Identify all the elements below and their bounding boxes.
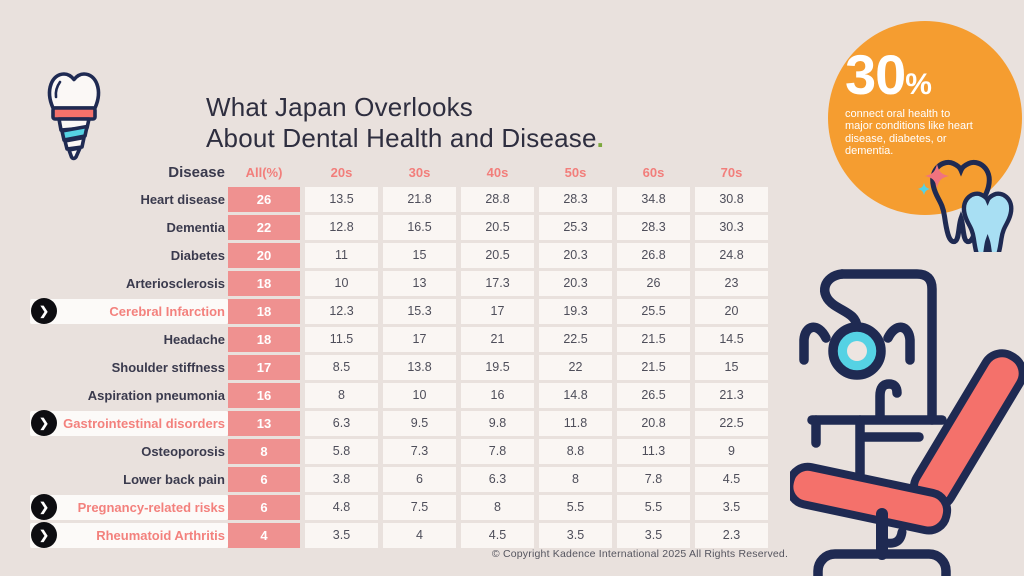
- age-group-value: 6.3: [305, 411, 378, 436]
- age-group-value: 10: [383, 383, 456, 408]
- disease-label: Rheumatoid Arthritis: [96, 528, 225, 543]
- age-group-value: 5.5: [617, 495, 690, 520]
- percent-sign: %: [905, 68, 932, 101]
- page-title: [206, 92, 604, 153]
- age-group-value: 22.5: [539, 327, 612, 352]
- table-row: [30, 243, 775, 268]
- age-group-value: 20.8: [617, 411, 690, 436]
- age-group-value: 7.5: [383, 495, 456, 520]
- disease-label: Shoulder stiffness: [111, 360, 225, 375]
- disease-label-cell: [30, 467, 228, 492]
- teeth-sparkle-illustration: [905, 152, 1020, 252]
- header-70s: 70s: [720, 165, 743, 180]
- dental-chair-icon: [790, 252, 1024, 576]
- age-group-value: 3.5: [305, 523, 378, 548]
- chevron-right-icon: ❯: [31, 522, 57, 548]
- age-group-value: 21.8: [383, 187, 456, 212]
- age-group-value: 12.3: [305, 299, 378, 324]
- age-group-value: 28.3: [617, 215, 690, 240]
- header-40s: 40s: [486, 165, 509, 180]
- age-group-value: 8: [539, 467, 612, 492]
- age-group-value: 8.8: [539, 439, 612, 464]
- disease-label: Diabetes: [170, 248, 225, 263]
- age-group-value: 4: [383, 523, 456, 548]
- disease-label-cell: [30, 299, 228, 324]
- age-group-value: 22: [539, 355, 612, 380]
- table-row: [30, 355, 775, 380]
- age-group-value: 13: [383, 271, 456, 296]
- age-group-value: 19.5: [461, 355, 534, 380]
- age-group-value: 20.3: [539, 271, 612, 296]
- age-group-value: 7.3: [383, 439, 456, 464]
- age-group-value: 3.5: [539, 523, 612, 548]
- header-30s: 30s: [408, 165, 431, 180]
- table-row: [30, 215, 775, 240]
- disease-label: Arteriosclerosis: [126, 276, 225, 291]
- disease-label: Headache: [163, 332, 225, 347]
- age-group-value: 23: [695, 271, 768, 296]
- table-header-row: [30, 162, 775, 184]
- all-percent-value: 13: [228, 411, 300, 436]
- age-group-value: 17: [383, 327, 456, 352]
- age-group-value: 4.5: [461, 523, 534, 548]
- header-20s: 20s: [330, 165, 353, 180]
- age-group-value: 25.3: [539, 215, 612, 240]
- table-row: [30, 327, 775, 352]
- age-group-value: 21.5: [617, 327, 690, 352]
- age-group-value: 17.3: [461, 271, 534, 296]
- age-group-value: 21.5: [617, 355, 690, 380]
- disease-label: Osteoporosis: [141, 444, 225, 459]
- table-row: [30, 439, 775, 464]
- table-row: [30, 299, 775, 324]
- all-percent-value: 18: [228, 299, 300, 324]
- age-group-value: 5.5: [539, 495, 612, 520]
- age-group-value: 3.5: [617, 523, 690, 548]
- disease-label-cell: [30, 523, 228, 548]
- header-60s: 60s: [642, 165, 665, 180]
- title-period: .: [596, 122, 605, 153]
- age-group-value: 10: [305, 271, 378, 296]
- all-percent-value: 16: [228, 383, 300, 408]
- age-group-value: 20.5: [461, 215, 534, 240]
- all-percent-value: 20: [228, 243, 300, 268]
- all-percent-value: 6: [228, 495, 300, 520]
- table-row: [30, 411, 775, 436]
- disease-label-cell: [30, 187, 228, 212]
- data-table: [30, 162, 775, 551]
- stat-number: 30: [845, 43, 906, 106]
- age-group-value: 24.8: [695, 243, 768, 268]
- age-group-value: 4.8: [305, 495, 378, 520]
- age-group-value: 20.5: [461, 243, 534, 268]
- disease-label-cell: [30, 411, 228, 436]
- age-group-value: 15: [695, 355, 768, 380]
- age-group-value: 30.3: [695, 215, 768, 240]
- disease-label: Pregnancy-related risks: [77, 500, 225, 515]
- age-group-value: 25.5: [617, 299, 690, 324]
- age-group-value: 26: [617, 271, 690, 296]
- age-group-value: 20.3: [539, 243, 612, 268]
- age-group-value: 14.5: [695, 327, 768, 352]
- all-percent-value: 18: [228, 327, 300, 352]
- age-group-value: 11.3: [617, 439, 690, 464]
- age-group-value: 7.8: [461, 439, 534, 464]
- age-group-value: 11.8: [539, 411, 612, 436]
- age-group-value: 3.8: [305, 467, 378, 492]
- age-group-value: 19.3: [539, 299, 612, 324]
- disease-label: Heart disease: [140, 192, 225, 207]
- age-group-value: 21.3: [695, 383, 768, 408]
- table-row: [30, 271, 775, 296]
- all-percent-value: 6: [228, 467, 300, 492]
- stat-value: [845, 43, 932, 106]
- age-group-value: 2.3: [695, 523, 768, 548]
- age-group-value: 15.3: [383, 299, 456, 324]
- all-percent-value: 17: [228, 355, 300, 380]
- age-group-value: 3.5: [695, 495, 768, 520]
- title-line-2: About Dental Health and Disease: [206, 122, 597, 153]
- all-percent-value: 4: [228, 523, 300, 548]
- age-group-value: 6.3: [461, 467, 534, 492]
- age-group-value: 12.8: [305, 215, 378, 240]
- header-all-percent: All(%): [245, 165, 283, 180]
- all-percent-value: 22: [228, 215, 300, 240]
- disease-label: Cerebral Infarction: [109, 304, 225, 319]
- age-group-value: 14.8: [539, 383, 612, 408]
- chevron-right-icon: ❯: [31, 494, 57, 520]
- age-group-value: 34.8: [617, 187, 690, 212]
- table-row: [30, 383, 775, 408]
- table-body: [30, 187, 775, 548]
- header-50s: 50s: [564, 165, 587, 180]
- age-group-value: 11.5: [305, 327, 378, 352]
- title-line-1: What Japan Overlooks: [206, 92, 474, 122]
- age-group-value: 26.5: [617, 383, 690, 408]
- age-group-value: 16.5: [383, 215, 456, 240]
- age-group-value: 9.5: [383, 411, 456, 436]
- disease-label-cell: [30, 355, 228, 380]
- disease-label-cell: [30, 243, 228, 268]
- chevron-right-icon: ❯: [31, 410, 57, 436]
- disease-label: Gastrointestinal disorders: [63, 416, 225, 431]
- disease-label-cell: [30, 271, 228, 296]
- table-row: [30, 467, 775, 492]
- copyright-text: © Copyright Kadence International 2025 All Rights Reserved.: [491, 548, 789, 560]
- all-percent-value: 18: [228, 271, 300, 296]
- disease-label-cell: [30, 383, 228, 408]
- age-group-value: 28.3: [539, 187, 612, 212]
- age-group-value: 13.5: [305, 187, 378, 212]
- age-group-value: 6: [383, 467, 456, 492]
- table-row: [30, 495, 775, 520]
- age-group-value: 8: [461, 495, 534, 520]
- stat-description: connect oral health to major conditions like heart disease, diabetes, or dementia.: [845, 108, 973, 157]
- age-group-value: 21: [461, 327, 534, 352]
- age-group-value: 30.8: [695, 187, 768, 212]
- age-group-value: 20: [695, 299, 768, 324]
- table-row: [30, 523, 775, 548]
- age-group-value: 8: [305, 383, 378, 408]
- age-group-value: 9.8: [461, 411, 534, 436]
- age-group-value: 13.8: [383, 355, 456, 380]
- disease-label-cell: [30, 439, 228, 464]
- age-group-value: 22.5: [695, 411, 768, 436]
- disease-label: Lower back pain: [123, 472, 225, 487]
- table-row: [30, 187, 775, 212]
- header-disease: Disease: [168, 164, 225, 181]
- all-percent-value: 26: [228, 187, 300, 212]
- age-group-value: 26.8: [617, 243, 690, 268]
- age-group-value: 5.8: [305, 439, 378, 464]
- age-group-value: 9: [695, 439, 768, 464]
- disease-label-cell: [30, 327, 228, 352]
- age-group-value: 15: [383, 243, 456, 268]
- age-group-value: 7.8: [617, 467, 690, 492]
- age-group-value: 17: [461, 299, 534, 324]
- disease-label-cell: [30, 495, 228, 520]
- age-group-value: 11: [305, 243, 378, 268]
- all-percent-value: 8: [228, 439, 300, 464]
- disease-label: Dementia: [166, 220, 225, 235]
- disease-label-cell: [30, 215, 228, 240]
- age-group-value: 16: [461, 383, 534, 408]
- age-group-value: 4.5: [695, 467, 768, 492]
- tooth-implant-icon: [42, 70, 106, 166]
- age-group-value: 8.5: [305, 355, 378, 380]
- disease-label: Aspiration pneumonia: [87, 388, 225, 403]
- chevron-right-icon: ❯: [31, 298, 57, 324]
- age-group-value: 28.8: [461, 187, 534, 212]
